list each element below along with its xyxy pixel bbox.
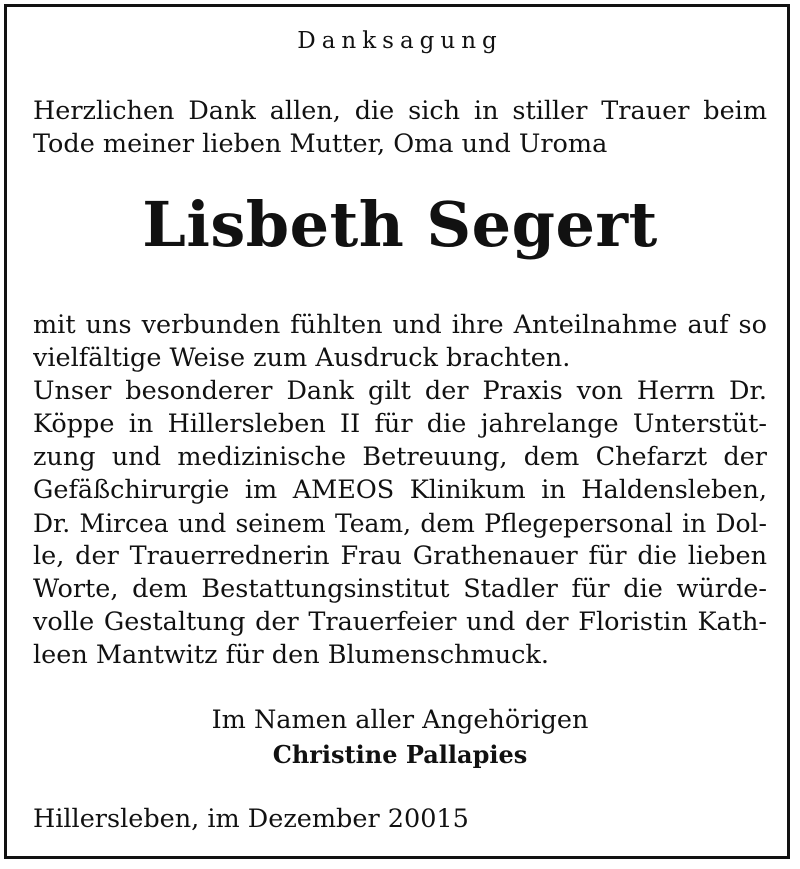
body-line-7: Dr. Mircea und seinem Team, dem Pflegepersonal in Dol- (33, 509, 767, 538)
deceased-name: Lisbeth Segert (142, 188, 658, 261)
body-paragraph (33, 309, 767, 672)
body-line-6: Gefäßchirurgie im AMEOS Klinikum in Haldensleben, (33, 475, 767, 505)
intro-paragraph (33, 95, 767, 161)
body-line-8: le, der Trauerrednerin Frau Grathenauer für die lieben (33, 541, 767, 571)
body-line-2: vielfältige Weise zum Ausdruck brachten. (33, 343, 571, 373)
intro-line-2: Tode meiner lieben Mutter, Oma und Uroma (33, 129, 608, 159)
signature-intro: Im Namen aller Angehörigen (211, 705, 589, 735)
body-line-9: Worte, dem Bestattungsinstitut Stadler für die würde- (33, 574, 767, 604)
body-line-1: mit uns verbunden fühlten und ihre Anteilnahme auf so (33, 310, 767, 340)
intro-line-1: Herzlichen Dank allen, die sich in stiller Trauer beim (33, 96, 767, 126)
body-line-3: Unser besonderer Dank gilt der Praxis von Herrn Dr. (33, 376, 767, 406)
place-and-date: Hillersleben, im Dezember 20015 (33, 804, 469, 834)
notice-heading: Danksagung (297, 28, 503, 54)
body-line-5: zung und medizinische Betreuung, dem Chefarzt der (33, 442, 767, 472)
signature-name: Christine Pallapies (272, 740, 528, 769)
body-line-10: volle Gestaltung der Trauerfeier und der Floristin Kath- (33, 607, 767, 637)
body-line-4: Köppe in Hillersleben II für die jahrelange Unterstüt- (33, 409, 767, 439)
body-line-11: leen Mantwitz für den Blumenschmuck. (33, 640, 549, 670)
